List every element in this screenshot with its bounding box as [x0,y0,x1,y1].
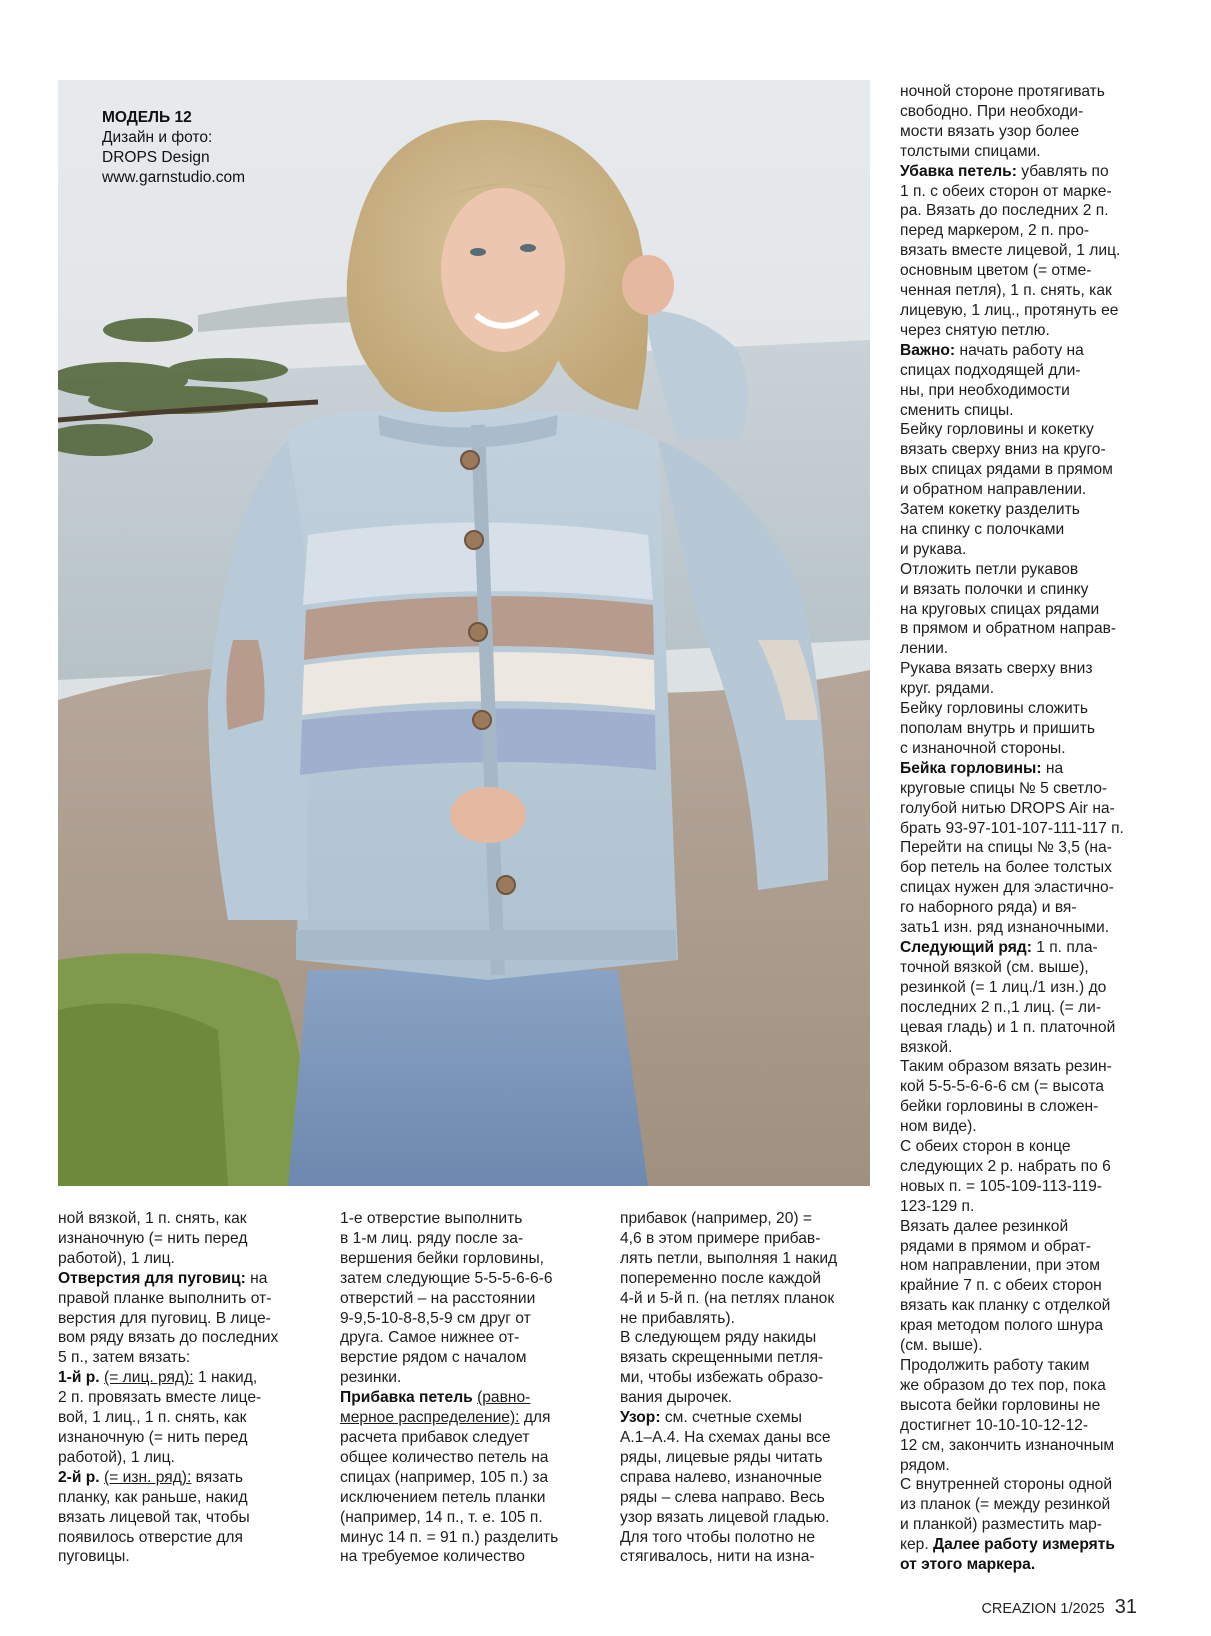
text-line: 1-е отверстие выполнить [340,1210,523,1227]
text-line: последних 2 п.,1 лиц. (= ли- [900,998,1102,1016]
underlined-note: (= изн. ряд): [104,1468,192,1486]
text-line: общее количество петель на [340,1448,549,1466]
underlined-note: (равно- [477,1389,531,1407]
text-line: Затем кокетку разделить [900,501,1080,519]
photo-illustration [58,80,870,1186]
text-line: же образом до тех пор, пока [900,1376,1106,1394]
text-line: вязать лицевой так, чтобы [58,1508,250,1526]
text-line: вязать сверху вниз на круго- [900,441,1106,459]
text-line: расчета прибавок следует [340,1428,530,1446]
text-line [900,1555,1166,1575]
text-line: пуговицы. [58,1548,130,1566]
text-line: зать1 изн. ряд изнаночными. [900,919,1110,937]
bold-heading: 2-й р. [58,1468,100,1486]
text-line: высота бейки горловины не [900,1396,1101,1414]
text-line: ночной стороне протягивать [900,83,1105,100]
text-line: и обратном направлении. [900,481,1087,499]
text-line: Вязать далее резинкой [900,1217,1069,1235]
magazine-issue: CREAZION 1/2025 [981,1601,1105,1617]
text-line: мости вязать узор более [900,122,1080,140]
text-line [340,1388,602,1408]
text-line: Отверстия для пуговиц: на [58,1269,268,1287]
text-line: из планок (= между резинкой [900,1496,1111,1514]
text-line: исключением петель планки [340,1488,546,1506]
text-line: кой 5-5-5-6-6-6 см (= высота [900,1078,1104,1096]
text-column-3 [620,1209,880,1567]
text-line: работой), 1 лиц. [58,1448,175,1466]
text-line: го наборного ряда) и вя- [900,899,1077,917]
text-line: 1-й р. (= лиц. ряд): 1 накид, [58,1369,258,1387]
photo-caption [102,108,322,188]
text-line: затем следующие 5-5-5-6-6-6 [340,1269,553,1287]
text-line: Перейти на спицы № 3,5 (на- [900,839,1112,857]
text-line: не прибавлять). [620,1309,735,1327]
text-line: 4-й и 5-й п. (на петлях планок [620,1289,835,1307]
text-line: Отложить петли рукавов [900,560,1079,578]
text-line: ном виде). [900,1118,977,1136]
text-line: и рукава. [900,540,967,558]
text-line: следующих 2 р. набрать по 6 [900,1157,1111,1175]
text-line: на спинку с полочками [900,520,1065,538]
text-line: ра. Вязать до последних 2 п. [900,202,1109,220]
text-line: изнаночную (= нить перед [58,1428,248,1446]
text-line: вязкой. [900,1038,953,1056]
text-line: (см. выше). [900,1337,983,1355]
text-line: верстие рядом с началом [340,1349,527,1367]
text-line: 2-й р. (= изн. ряд): вязать [58,1468,243,1486]
raised-hand [622,255,674,315]
page-footer [981,1596,1137,1619]
text-line: Рукава вязать сверху вниз [900,660,1093,678]
design-credit: Дизайн и фото: [102,129,213,146]
text-line: резинки. [340,1369,402,1387]
bold-heading: Далее работу измерять [933,1536,1115,1554]
text-line: отверстий – на расстоянии [340,1289,536,1307]
text-line: спицах нужен для эластично- [900,879,1114,897]
text-line: правой планке выполнить от- [58,1289,272,1307]
text-line: края методом полого шнура [900,1317,1104,1335]
grass-shade [58,1003,228,1186]
text-line: попеременно после каждой [620,1269,821,1287]
text-line: цевая гладь) и 1 п. платочной [900,1018,1116,1036]
text-line: стягивалось, нити на изна- [620,1548,815,1566]
text-line: вязать как планку с отделкой [900,1297,1111,1315]
text-line: основным цветом (= отме- [900,262,1092,280]
page-number: 31 [1114,1596,1137,1618]
text-line: на требуемое количество [340,1548,525,1566]
text-line: лении. [900,640,949,658]
text-line: толстыми спицами. [900,142,1041,160]
text-line: голубой нитью DROPS Air на- [900,799,1115,817]
text-line: 1 п. с обеих сторон от марке- [900,182,1112,200]
text-line: ряды – слева направо. Весь [620,1488,825,1506]
text-line: бор петель на более толстых [900,859,1112,877]
text-line: ны, при необходимости [900,381,1070,399]
text-line: Следующий ряд: 1 п. пла- [900,938,1098,956]
bold-heading: Убавка петель: [900,162,1017,180]
text-line: Убавка петель: убавлять по [900,162,1109,180]
text-line: прибавок (например, 20) = [620,1210,813,1227]
sleeve-band-brown [226,640,264,730]
text-line: новых п. = 105-109-113-119- [900,1177,1102,1195]
text-line: и вязать полочки и спинку [900,580,1089,598]
underlined-note: (= лиц. ряд): [104,1369,194,1387]
model-photo [58,80,870,1186]
text-line: вом ряду вязать до последних [58,1329,279,1347]
text-line: Бейку горловины сложить [900,700,1088,718]
text-line: 2 п. провязать вместе лице- [58,1389,262,1407]
text-line: Таким образом вязать резин- [900,1058,1112,1076]
bold-heading: 1-й р. [58,1369,100,1387]
text-column-2 [340,1209,602,1567]
text-line: (например, 14 п., т. е. 105 п. [340,1508,543,1526]
text-line: ми, чтобы избежать образо- [620,1369,824,1387]
text-line: брать 93-97-101-107-111-117 п. [900,819,1124,837]
text-line: перед маркером, 2 п. про- [900,222,1090,240]
text-line: Продолжить работу таким [900,1357,1090,1374]
text-line: 4,6 в этом примере прибав- [620,1229,821,1247]
text-line: 9-9,5-10-8-8,5-9 см друг от [340,1309,531,1327]
text-line: вания дырочек. [620,1389,733,1407]
text-line: верстия для пуговиц. В лице- [58,1309,271,1327]
hand [450,787,526,843]
eye-left [470,248,486,256]
text-line: 12 см, закончить изнаночным [900,1436,1115,1454]
text-line: изнаночную (= нить перед [58,1229,248,1247]
bold-heading: Прибавка петель [340,1389,473,1407]
text-line: резинкой (= 1 лиц./1 изн.) до [900,978,1107,996]
text-line: вой, 1 лиц., 1 п. снять, как [58,1409,247,1427]
text-line: Узор: см. счетные схемы [620,1409,802,1427]
text-line: ряды, лицевые ряды читать [620,1448,823,1466]
text-line: бейки горловины в сложен- [900,1098,1099,1116]
text-line: минус 14 п. = 91 п.) разделить [340,1528,559,1546]
text-line: ченная петля), 1 п. снять, как [900,282,1112,300]
eye-right [520,244,536,252]
text-line: точной вязкой (см. выше), [900,958,1089,976]
text-line: вязать вместе лицевой, 1 лиц. [900,242,1121,260]
brand-url[interactable]: www.garnstudio.com [102,169,246,186]
bold-heading: Отверстия для пуговиц: [58,1269,246,1287]
text-line: спицах (например, 105 п.) за [340,1468,549,1486]
text-line: рядом. [900,1456,950,1474]
text-line: работой), 1 лиц. [58,1249,175,1267]
text-line: узор вязать лицевой гладью. [620,1508,830,1526]
text-line: круг. рядами. [900,680,995,698]
text-line: рядами в прямом и обрат- [900,1237,1091,1255]
text-line: на круговых спицах рядами [900,600,1100,618]
text-line: вершения бейки горловины, [340,1249,544,1267]
text-line: лять петли, выполняя 1 накид [620,1249,838,1267]
hem-ribbing [296,930,676,960]
bold-heading: Узор: [620,1409,661,1427]
text-line: А.1–А.4. На схемах даны все [620,1428,831,1446]
bold-heading: Бейка горловины: [900,759,1042,777]
underlined-note: мерное распределение): [340,1409,520,1427]
text-line: кер. Далее работу измерять [900,1536,1115,1554]
text-line: вязать скрещенными петля- [620,1349,824,1367]
text-line: лицевую, 1 лиц., протянуть ее [900,301,1119,319]
text-line: вых спицах рядами в прямом [900,461,1113,479]
bold-heading: от этого маркера. [900,1556,1036,1574]
text-line: С обеих сторон в конце [900,1138,1071,1156]
text-line: В следующем ряду накиды [620,1329,817,1347]
text-line: 5 п., затем вязать: [58,1349,191,1367]
text-line: мерное распределение): для [340,1409,551,1427]
text-line: Бейку горловины и кокетку [900,421,1094,439]
text-column-4 [900,82,1166,1575]
brand-name: DROPS Design [102,149,210,166]
text-line: крайние 7 п. с обеих сторон [900,1277,1102,1295]
text-line: через снятую петлю. [900,321,1050,339]
bold-heading: Важно: [900,341,956,359]
text-line: пополам внутрь и пришить [900,720,1096,737]
text-line: сменить спицы. [900,401,1014,419]
text-line: С внутренней стороны одной [900,1476,1113,1494]
model-number: МОДЕЛЬ 12 [102,109,192,126]
text-line: круговые спицы № 5 светло- [900,779,1108,797]
text-line: достигнет 10-10-10-12-12- [900,1416,1089,1434]
text-column-1 [58,1209,320,1567]
text-line: в прямом и обратном направ- [900,620,1117,638]
text-line: справа налево, изнаночные [620,1468,822,1486]
text-line: в 1-м лиц. ряду после за- [340,1229,524,1247]
text-line: ной вязкой, 1 п. снять, как [58,1210,247,1227]
text-line: Важно: начать работу на [900,341,1084,359]
text-line: появилось отверстие для [58,1528,243,1546]
jeans [288,970,648,1186]
text-line: и планкой) разместить мар- [900,1516,1102,1534]
text-line: Для того чтобы полотно не [620,1528,816,1546]
text-line: планку, как раньше, накид [58,1488,248,1506]
text-line: спицах подходящей дли- [900,361,1081,379]
text-line: Бейка горловины: на [900,759,1064,777]
text-line: ном направлении, при этом [900,1257,1100,1275]
bold-heading: Следующий ряд: [900,938,1032,956]
text-line: 123-129 п. [900,1197,975,1215]
text-line: с изнаночной стороны. [900,739,1066,757]
text-line: друга. Самое нижнее от- [340,1329,520,1347]
text-line: свободно. При необходи- [900,102,1084,120]
